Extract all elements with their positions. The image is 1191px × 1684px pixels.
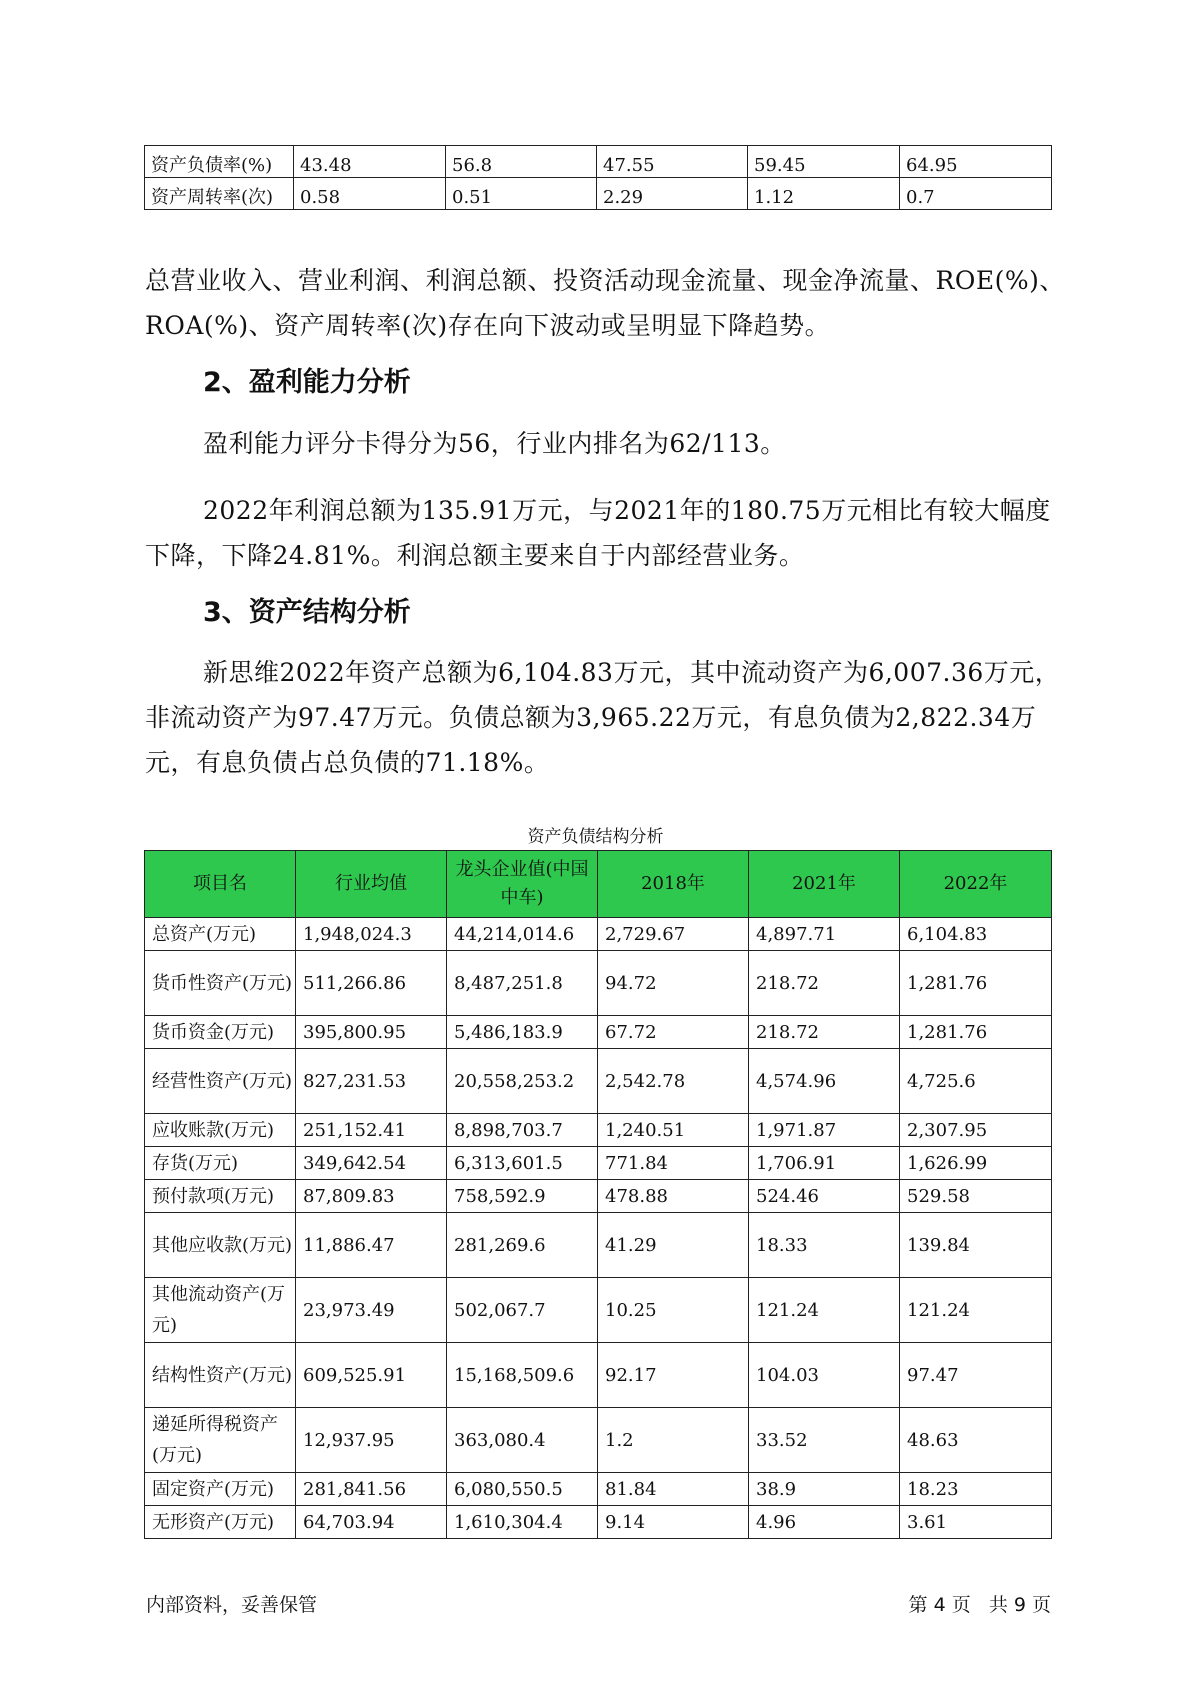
table-row xyxy=(145,1278,1052,1343)
value-cell: 363,080.4 xyxy=(447,1408,598,1473)
row-label-cell: 货币性资产(万元) xyxy=(145,951,296,1016)
section-heading-profitability: 2、盈利能力分析 xyxy=(203,367,411,398)
value-cell: 281,269.6 xyxy=(447,1213,598,1278)
value-cell: 218.72 xyxy=(749,951,900,1016)
value-cell: 6,313,601.5 xyxy=(447,1147,598,1180)
table-row xyxy=(145,1180,1052,1213)
value-cell: 11,886.47 xyxy=(296,1213,447,1278)
value-cell: 8,487,251.8 xyxy=(447,951,598,1016)
value-cell: 2,729.67 xyxy=(598,918,749,951)
table-row xyxy=(145,1408,1052,1473)
value-cell: 104.03 xyxy=(749,1343,900,1408)
value-cell: 20,558,253.2 xyxy=(447,1049,598,1114)
row-label-cell: 资产负债率(%) xyxy=(145,146,294,178)
value-cell: 43.48 xyxy=(294,146,446,178)
value-cell: 4,725.6 xyxy=(900,1049,1052,1114)
value-cell: 1,281.76 xyxy=(900,1016,1052,1049)
column-header: 龙头企业值(中国中车) xyxy=(447,851,598,918)
summary-paragraph: 总营业收入、营业利润、利润总额、投资活动现金流量、现金净流量、ROE(%)、ROA(%)、资产周转率(次)存在向下波动或呈明显下降趋势。 xyxy=(145,266,1065,340)
row-label-cell: 其他流动资产(万元) xyxy=(145,1278,296,1343)
column-header: 行业均值 xyxy=(296,851,447,918)
value-cell: 2,542.78 xyxy=(598,1049,749,1114)
value-cell: 33.52 xyxy=(749,1408,900,1473)
value-cell: 1,610,304.4 xyxy=(447,1506,598,1539)
table-row xyxy=(145,1016,1052,1049)
table-row xyxy=(145,1049,1052,1114)
value-cell: 1,706.91 xyxy=(749,1147,900,1180)
value-cell: 139.84 xyxy=(900,1213,1052,1278)
value-cell: 0.51 xyxy=(446,178,597,210)
section-heading-asset-structure: 3、资产结构分析 xyxy=(203,597,411,628)
value-cell: 97.47 xyxy=(900,1343,1052,1408)
row-label-cell: 结构性资产(万元) xyxy=(145,1343,296,1408)
value-cell: 4.96 xyxy=(749,1506,900,1539)
value-cell: 4,897.71 xyxy=(749,918,900,951)
column-header: 2021年 xyxy=(749,851,900,918)
value-cell: 87,809.83 xyxy=(296,1180,447,1213)
value-cell: 251,152.41 xyxy=(296,1114,447,1147)
value-cell: 12,937.95 xyxy=(296,1408,447,1473)
value-cell: 1,626.99 xyxy=(900,1147,1052,1180)
row-label-cell: 货币资金(万元) xyxy=(145,1016,296,1049)
value-cell: 15,168,509.6 xyxy=(447,1343,598,1408)
value-cell: 758,592.9 xyxy=(447,1180,598,1213)
table-row xyxy=(145,951,1052,1016)
value-cell: 827,231.53 xyxy=(296,1049,447,1114)
asset-liability-table xyxy=(144,850,1052,1539)
row-label-cell: 总资产(万元) xyxy=(145,918,296,951)
value-cell: 67.72 xyxy=(598,1016,749,1049)
table-row xyxy=(145,178,1052,210)
value-cell: 48.63 xyxy=(900,1408,1052,1473)
value-cell: 1.12 xyxy=(748,178,900,210)
value-cell: 64,703.94 xyxy=(296,1506,447,1539)
value-cell: 349,642.54 xyxy=(296,1147,447,1180)
value-cell: 44,214,014.6 xyxy=(447,918,598,951)
row-label-cell: 预付款项(万元) xyxy=(145,1180,296,1213)
table-row xyxy=(145,1343,1052,1408)
table-row xyxy=(145,1506,1052,1539)
row-label-cell: 存货(万元) xyxy=(145,1147,296,1180)
value-cell: 6,104.83 xyxy=(900,918,1052,951)
value-cell: 38.9 xyxy=(749,1473,900,1506)
value-cell: 218.72 xyxy=(749,1016,900,1049)
table-row xyxy=(145,1473,1052,1506)
table-row xyxy=(145,1147,1052,1180)
column-header: 2018年 xyxy=(598,851,749,918)
column-header: 项目名 xyxy=(145,851,296,918)
value-cell: 10.25 xyxy=(598,1278,749,1343)
row-label-cell: 递延所得税资产(万元) xyxy=(145,1408,296,1473)
table-row xyxy=(145,1213,1052,1278)
column-header: 2022年 xyxy=(900,851,1052,918)
value-cell: 41.29 xyxy=(598,1213,749,1278)
asset-structure-paragraph: 新思维2022年资产总额为6,104.83万元，其中流动资产为6,007.36万元，非流动资产为97.47万元。负债总额为3,965.22万元，有息负债为2,822.34万元，有息负债占总负债的71.18%。 xyxy=(145,658,1061,777)
table-row xyxy=(145,918,1052,951)
row-label-cell: 其他应收款(万元) xyxy=(145,1213,296,1278)
value-cell: 1.2 xyxy=(598,1408,749,1473)
value-cell: 478.88 xyxy=(598,1180,749,1213)
value-cell: 47.55 xyxy=(597,146,748,178)
value-cell: 81.84 xyxy=(598,1473,749,1506)
ratio-table xyxy=(144,145,1052,210)
value-cell: 2.29 xyxy=(597,178,748,210)
footer-page-number: 第 4 页 共 9 页 xyxy=(908,1594,1051,1616)
value-cell: 609,525.91 xyxy=(296,1343,447,1408)
row-label-cell: 固定资产(万元) xyxy=(145,1473,296,1506)
value-cell: 1,240.51 xyxy=(598,1114,749,1147)
value-cell: 92.17 xyxy=(598,1343,749,1408)
value-cell: 0.58 xyxy=(294,178,446,210)
value-cell: 281,841.56 xyxy=(296,1473,447,1506)
row-label-cell: 应收账款(万元) xyxy=(145,1114,296,1147)
row-label-cell: 资产周转率(次) xyxy=(145,178,294,210)
value-cell: 511,266.86 xyxy=(296,951,447,1016)
value-cell: 5,486,183.9 xyxy=(447,1016,598,1049)
value-cell: 1,948,024.3 xyxy=(296,918,447,951)
value-cell: 121.24 xyxy=(900,1278,1052,1343)
value-cell: 771.84 xyxy=(598,1147,749,1180)
value-cell: 59.45 xyxy=(748,146,900,178)
value-cell: 0.7 xyxy=(900,178,1052,210)
value-cell: 502,067.7 xyxy=(447,1278,598,1343)
profit-total-paragraph: 2022年利润总额为135.91万元，与2021年的180.75万元相比有较大幅度下降，下降24.81%。利润总额主要来自于内部经营业务。 xyxy=(145,496,1051,570)
value-cell: 1,971.87 xyxy=(749,1114,900,1147)
value-cell: 121.24 xyxy=(749,1278,900,1343)
value-cell: 8,898,703.7 xyxy=(447,1114,598,1147)
value-cell: 56.8 xyxy=(446,146,597,178)
value-cell: 529.58 xyxy=(900,1180,1052,1213)
value-cell: 18.33 xyxy=(749,1213,900,1278)
value-cell: 64.95 xyxy=(900,146,1052,178)
value-cell: 395,800.95 xyxy=(296,1016,447,1049)
value-cell: 23,973.49 xyxy=(296,1278,447,1343)
value-cell: 3.61 xyxy=(900,1506,1052,1539)
value-cell: 1,281.76 xyxy=(900,951,1052,1016)
row-label-cell: 经营性资产(万元) xyxy=(145,1049,296,1114)
value-cell: 524.46 xyxy=(749,1180,900,1213)
value-cell: 4,574.96 xyxy=(749,1049,900,1114)
value-cell: 9.14 xyxy=(598,1506,749,1539)
table-caption: 资产负债结构分析 xyxy=(527,827,664,847)
row-label-cell: 无形资产(万元) xyxy=(145,1506,296,1539)
value-cell: 6,080,550.5 xyxy=(447,1473,598,1506)
table-row xyxy=(145,146,1052,178)
footer-confidential-note: 内部资料，妥善保管 xyxy=(146,1594,318,1616)
profitability-score-paragraph: 盈利能力评分卡得分为56，行业内排名为62/113。 xyxy=(203,429,786,458)
value-cell: 18.23 xyxy=(900,1473,1052,1506)
value-cell: 94.72 xyxy=(598,951,749,1016)
table-header-row xyxy=(145,851,1052,918)
value-cell: 2,307.95 xyxy=(900,1114,1052,1147)
table-row xyxy=(145,1114,1052,1147)
